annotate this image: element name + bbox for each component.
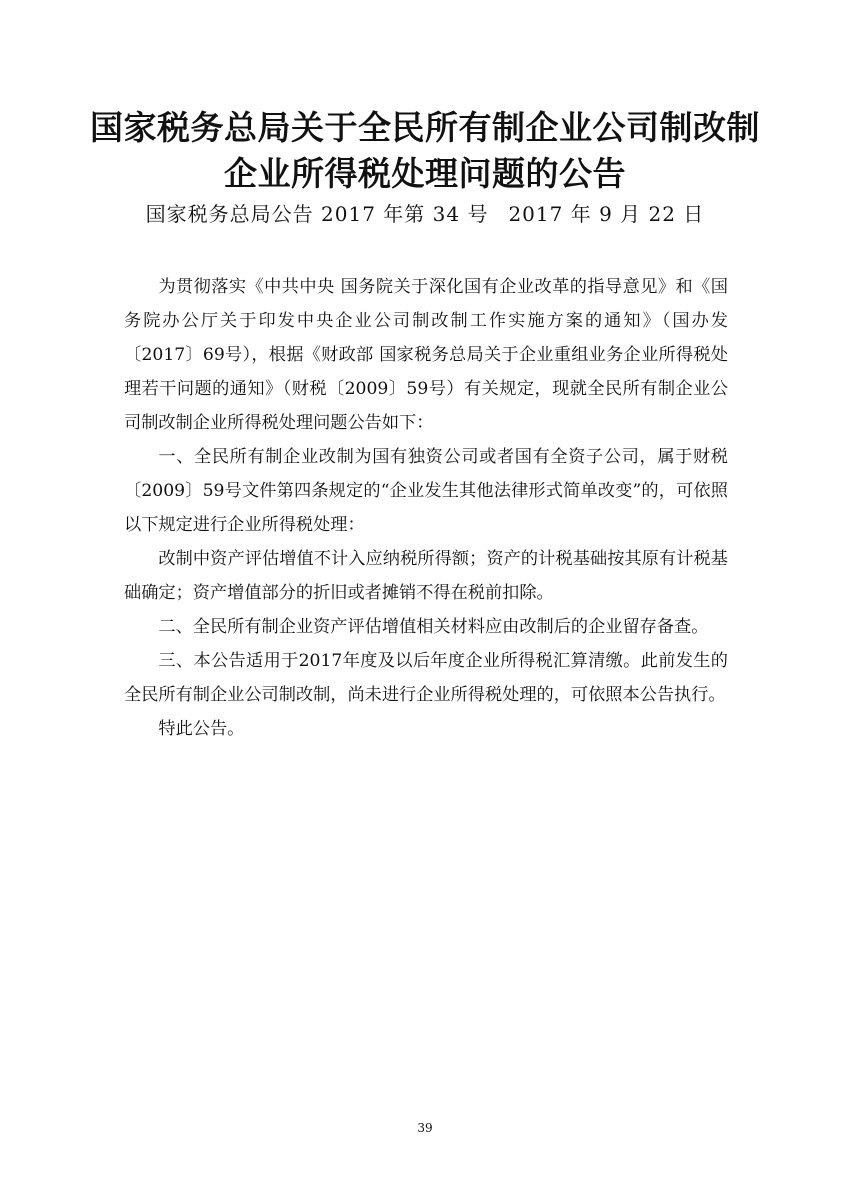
- paragraph-item-1-detail: 改制中资产评估增值不计入应纳税所得额；资产的计税基础按其原有计税基础确定；资产增值部分的折旧或者摊销不得在税前扣除。: [124, 549, 728, 603]
- paragraph-item-2: 二、全民所有制企业资产评估增值相关材料应由改制后的企业留存备查。: [158, 617, 709, 637]
- paragraph-item-3: 三、本公告适用于2017年度及以后年度企业所得税汇算清缴。此前发生的全民所有制企业公司制改制，尚未进行企业所得税处理的，可依照本公告执行。: [124, 651, 728, 705]
- announcement-number: 国家税务总局公告 2017 年第 34 号: [145, 202, 489, 226]
- page-number: 39: [417, 1121, 433, 1135]
- paragraph-closing: 特此公告。: [158, 719, 245, 739]
- document-body: [124, 270, 728, 746]
- document-title-line-1: 国家税务总局关于全民所有制企业公司制改制: [90, 108, 760, 147]
- paragraph-intro: 为贯彻落实《中共中央 国务院关于深化国有企业改革的指导意见》和《国务院办公厅关于印发中央企业公司制改制工作实施方案的通知》（国办发〔2017〕69号），根据《财政部 国家税务总局关于企业重组业务企业所得税处理若干问题的通知》（财税〔2009〕59号）有关规定，现就全民所有制企业公司制改制企业所得税处理问题公告如下：: [124, 277, 728, 433]
- announcement-date: 2017 年 9 月 22 日: [508, 202, 705, 226]
- paragraph-item-1: 一、全民所有制企业改制为国有独资公司或者国有全资子公司，属于财税〔2009〕59号文件第四条规定的“企业发生其他法律形式简单改变”的，可依照以下规定进行企业所得税处理：: [124, 447, 728, 535]
- document-subtitle: [0, 200, 850, 228]
- document-title-line-2: 企业所得税处理问题的公告: [224, 154, 626, 193]
